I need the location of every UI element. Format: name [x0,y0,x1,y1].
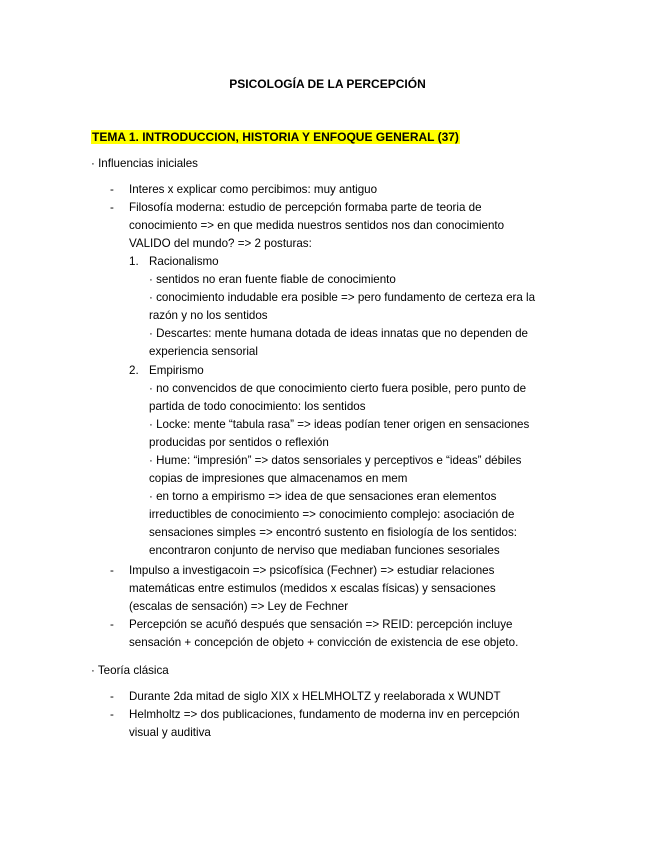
sub-item-line: encontraron conjunto de nerviso que mediaban funciones sesoriales [149,544,500,557]
list-item-line: VALIDO del mundo? => 2 posturas: [129,237,312,250]
topic-heading-highlighted: TEMA 1. INTRODUCCION, HISTORIA Y ENFOQUE GENERAL (37) [92,130,459,144]
list-item-line: Percepción se acuñó después que sensación => REID: percepción incluye [129,618,513,631]
sub-item-line: · Hume: “impresión” => datos sensoriales y perceptivos e “ideas” débiles [149,454,522,467]
list-item-line: matemáticas entre estimulos (medidos x escalas físicas) y sensaciones [129,582,496,595]
bullet-dash: - [110,183,114,196]
list-item: Interes x explicar como percibimos: muy antiguo [129,183,378,196]
sub-item-line: · conocimiento indudable era posible => pero fundamento de certeza era la [149,291,536,304]
bullet-dash: - [110,690,114,703]
bullet-dash: - [110,201,114,214]
subheading-racionalismo: Racionalismo [149,255,219,268]
list-item-line: conocimiento => en que medida nuestros sentidos nos dan conocimiento [129,219,505,232]
list-number: 2. [129,364,139,377]
sub-item-line: partida de todo conocimiento: los sentidos [149,400,366,413]
list-item-line: Filosofía moderna: estudio de percepción formaba parte de teoria de [129,201,482,214]
sub-item-line: · Descartes: mente humana dotada de ideas innatas que no dependen de [149,327,528,340]
sub-item-line: · no convencidos de que conocimiento cierto fuera posible, pero punto de [149,382,527,395]
sub-item-line: · Locke: mente “tabula rasa” => ideas podían tener origen en sensaciones [149,418,530,431]
list-item-line: (escalas de sensación) => Ley de Fechner [129,600,349,613]
list-item-line: Impulso a investigacoin => psicofísica (Fechner) => estudiar relaciones [129,564,495,577]
bullet-dash: - [110,618,114,631]
sub-item-line: razón y no los sentidos [149,309,268,322]
bullet-dash: - [110,564,114,577]
list-number: 1. [129,255,139,268]
subheading-empirismo: Empirismo [149,364,204,377]
section-heading-influencias: · Influencias iniciales [91,157,198,170]
list-item-line: sensación + concepción de objeto + convicción de existencia de ese objeto. [129,636,519,649]
sub-item-line: copias de impresiones que almacenamos en mem [149,472,408,485]
list-item-line: visual y auditiva [129,726,211,739]
list-item: Durante 2da mitad de siglo XIX x HELMHOLTZ y reelaborada x WUNDT [129,690,501,703]
sub-item-line: · sentidos no eran fuente fiable de conocimiento [149,273,396,286]
bullet-dash: - [110,708,114,721]
sub-item-line: sensaciones simples => encontró sustento en fisiología de los sentidos: [149,526,517,539]
sub-item-line: · en torno a empirismo => idea de que sensaciones eran elementos [149,490,497,503]
sub-item-line: irreductibles de conocimiento => conocimiento complejo: asociación de [149,508,515,521]
sub-item-line: producidas por sentidos o reflexión [149,436,329,449]
section-heading-teoria-clasica: · Teoría clásica [91,664,169,677]
list-item-line: Helmholtz => dos publicaciones, fundamento de moderna inv en percepción [129,708,520,721]
page-title: PSICOLOGÍA DE LA PERCEPCIÓN [229,77,426,91]
sub-item-line: experiencia sensorial [149,345,258,358]
